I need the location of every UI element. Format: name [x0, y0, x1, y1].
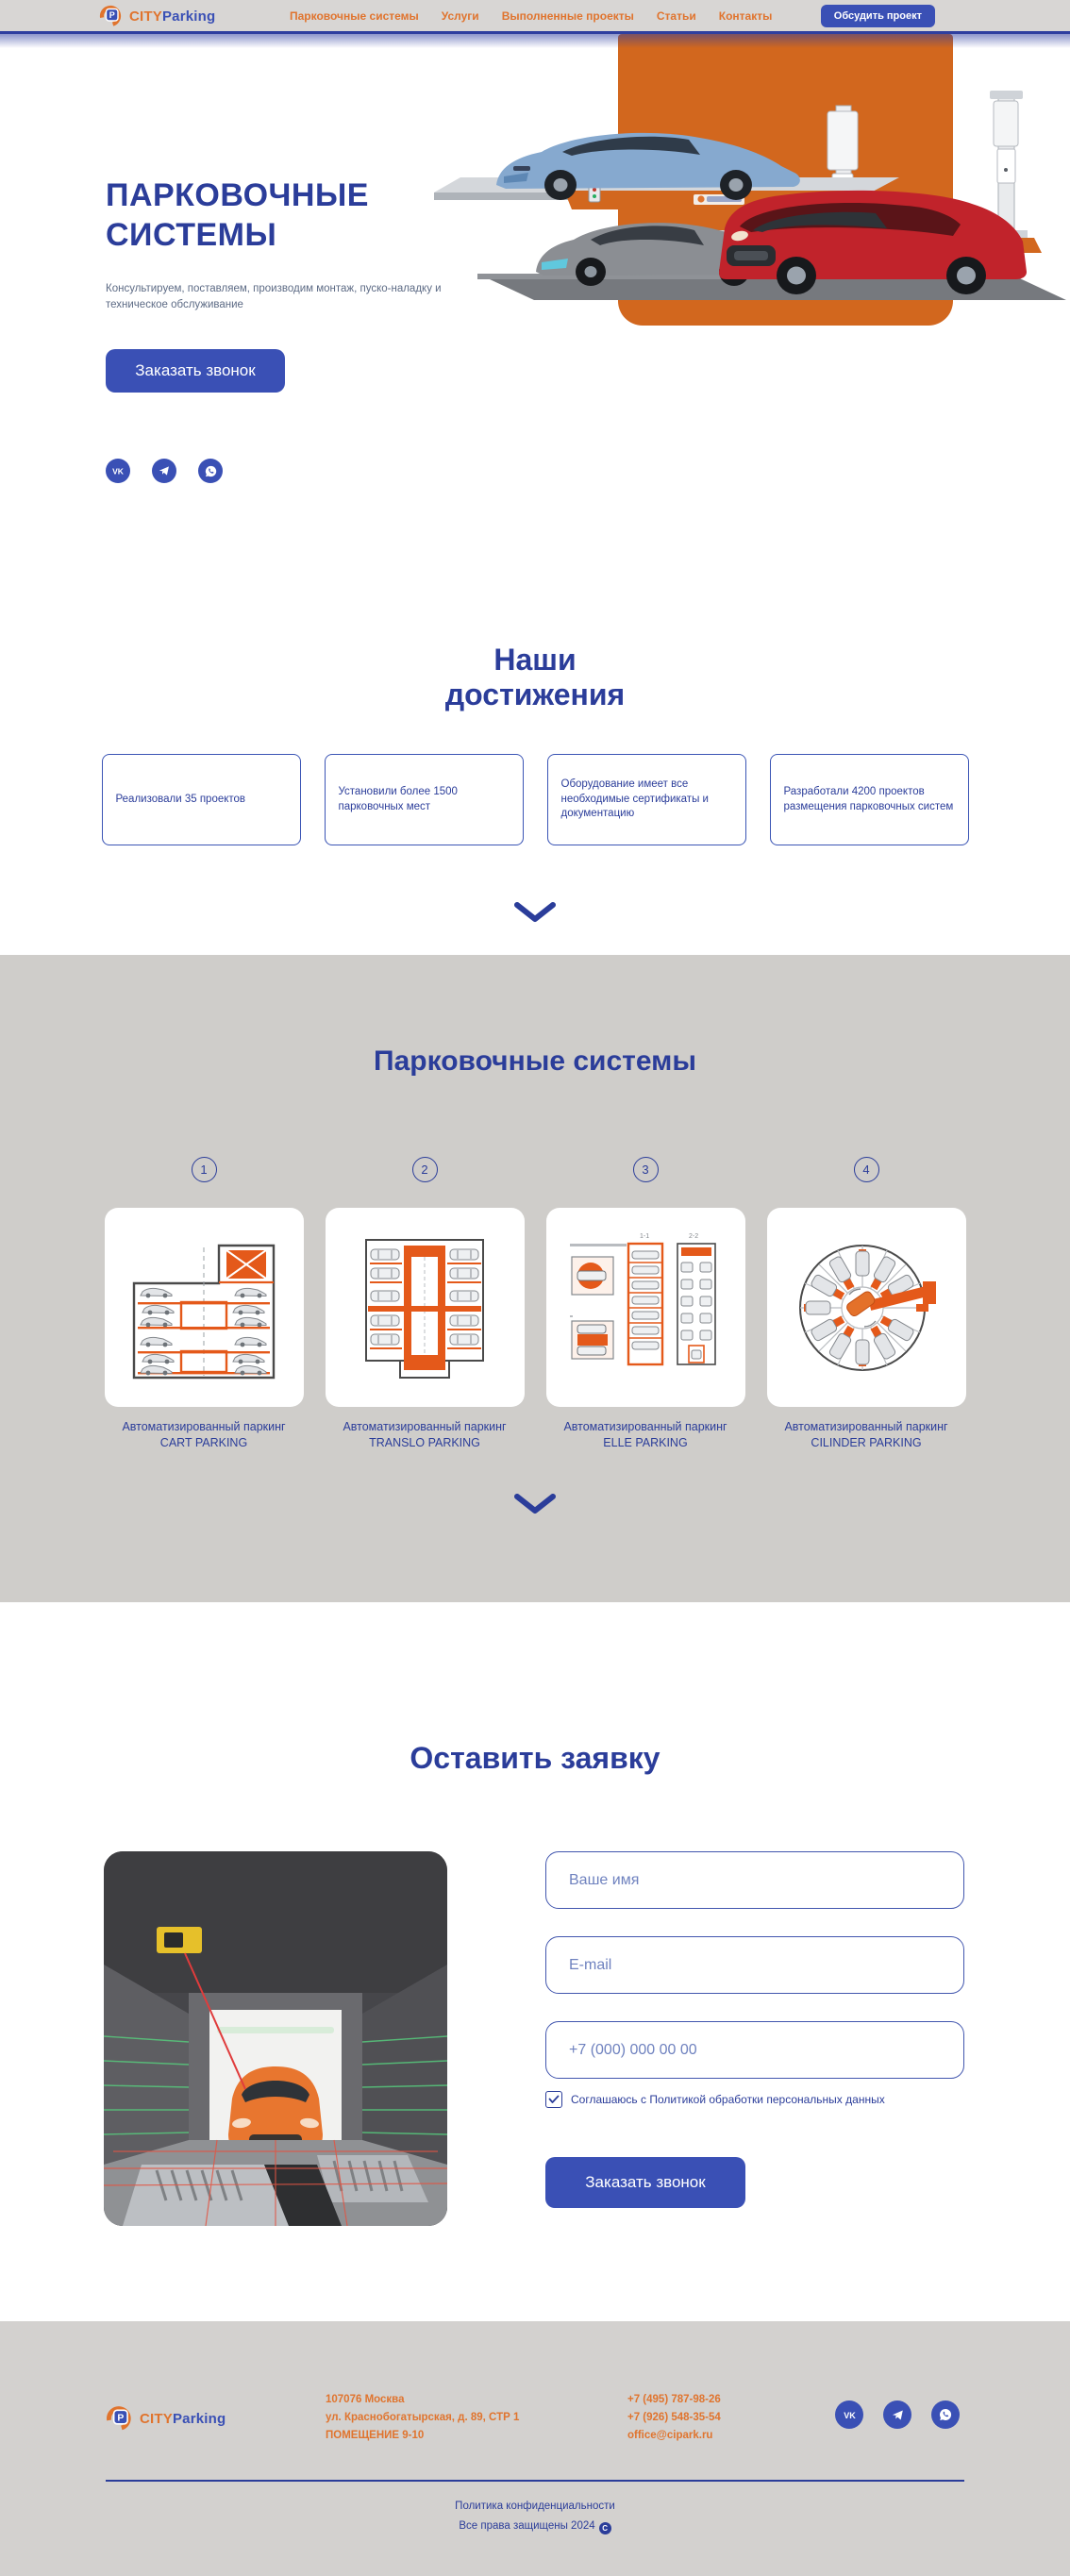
chevron-down-icon[interactable]	[514, 1494, 556, 1514]
check-icon	[548, 2095, 560, 2104]
footer	[0, 2321, 1070, 2576]
achievement-card: Разработали 4200 проектов размещения парковочных систем	[770, 754, 969, 845]
privacy-policy-link[interactable]: Политика конфиденциальности	[455, 2501, 615, 2512]
request-form	[545, 1851, 964, 2208]
cityparking-logo-icon	[99, 4, 124, 28]
systems-section	[0, 955, 1070, 1602]
main-nav	[290, 0, 772, 31]
logo[interactable]	[99, 4, 215, 28]
whatsapp-icon[interactable]	[198, 459, 223, 483]
system-caption: Автоматизированный паркинг TRANSLO PARKING	[343, 1420, 507, 1449]
header	[0, 0, 1070, 31]
cityparking-logo-icon	[106, 2404, 134, 2433]
achievements-cards	[0, 754, 1070, 845]
achievements-title: Наши достижения	[444, 643, 626, 711]
system-caption: Автоматизированный паркинг CILINDER PARKING	[784, 1420, 948, 1449]
footer-divider	[106, 2480, 964, 2482]
nav-articles[interactable]: Статьи	[656, 8, 696, 23]
svg-text:2-2: 2-2	[689, 1232, 699, 1240]
system-number-badge: 4	[854, 1157, 879, 1182]
name-input[interactable]	[545, 1851, 964, 1909]
logo-text: CITYParking	[140, 2410, 226, 2427]
red-car	[719, 191, 1027, 294]
footer-email[interactable]: office@cipark.ru	[627, 2430, 713, 2441]
telegram-icon[interactable]	[883, 2400, 911, 2429]
hero-socials	[106, 459, 223, 483]
svg-text:P: P	[109, 10, 115, 21]
telegram-icon[interactable]	[152, 459, 176, 483]
request-section	[0, 1602, 1070, 2321]
achievement-card: Установили более 1500 парковочных мест	[325, 754, 524, 845]
system-card-translo[interactable]	[326, 1208, 525, 1407]
hero-section	[0, 34, 1070, 609]
logo-text: CITYParking	[129, 8, 216, 25]
systems-numbers	[0, 1157, 1070, 1182]
nav-services[interactable]: Услуги	[441, 8, 479, 23]
chevron-down-icon[interactable]	[514, 902, 556, 923]
achievement-card: Реализовали 35 проектов	[102, 754, 301, 845]
footer-socials	[835, 2400, 960, 2429]
svg-text:VK: VK	[112, 466, 124, 477]
copyright-icon: C	[599, 2522, 611, 2534]
cart-parking-diagram	[121, 1225, 287, 1391]
system-caption: Автоматизированный паркинг CART PARKING	[122, 1420, 286, 1449]
nav-parking-systems[interactable]: Парковочные системы	[290, 8, 419, 23]
vk-icon[interactable]	[106, 459, 130, 483]
system-card-elle[interactable]	[546, 1208, 745, 1407]
achievement-card: Оборудование имеет все необходимые сертификаты и документацию	[547, 754, 746, 845]
request-title: Оставить заявку	[410, 1741, 660, 1775]
nav-contacts[interactable]: Контакты	[718, 8, 773, 23]
system-card-cart[interactable]	[105, 1208, 304, 1407]
footer-phone[interactable]: +7 (926) 548-35-54	[627, 2412, 721, 2423]
cilinder-parking-diagram	[783, 1225, 949, 1391]
parking-lift-image	[423, 79, 1066, 306]
achievements-section	[0, 609, 1070, 955]
translo-parking-diagram	[342, 1225, 508, 1391]
vk-icon[interactable]	[835, 2400, 863, 2429]
systems-title: Парковочные системы	[374, 1045, 696, 1077]
phone-input[interactable]	[545, 2021, 964, 2079]
elle-parking-diagram	[562, 1225, 728, 1391]
consent-label: Соглашаюсь с Политикой обработки персональных данных	[571, 2093, 885, 2106]
systems-captions	[0, 1419, 1070, 1451]
email-input[interactable]	[545, 1936, 964, 1994]
systems-cards	[0, 1208, 1070, 1407]
whatsapp-icon[interactable]	[931, 2400, 960, 2429]
hero-subtitle: Консультируем, поставляем, производим монтаж, пуско-наладку и техническое обслуживание	[106, 283, 442, 310]
svg-text:P: P	[117, 2413, 125, 2424]
system-caption: Автоматизированный паркинг ELLE PARKING	[563, 1420, 727, 1449]
discuss-project-button[interactable]: Обсудить проект	[821, 5, 935, 27]
rights-text: Все права защищены 2024 C	[459, 2520, 610, 2532]
nav-projects[interactable]: Выполненные проекты	[501, 8, 634, 23]
footer-logo[interactable]	[106, 2404, 226, 2433]
hero-title: ПАРКОВОЧНЫЕ СИСТЕМЫ	[106, 177, 369, 253]
footer-phone[interactable]: +7 (495) 787-98-26	[627, 2394, 721, 2405]
order-call-submit-button[interactable]: Заказать звонок	[545, 2157, 745, 2208]
footer-contacts	[627, 2391, 721, 2445]
system-card-cilinder[interactable]	[767, 1208, 966, 1407]
svg-text:1-1: 1-1	[640, 1232, 650, 1240]
svg-text:VK: VK	[843, 2410, 856, 2420]
system-number-badge: 1	[192, 1157, 217, 1182]
footer-address: 107076 Москва ул. Краснобогатырская, д. 89, СТР 1 ПОМЕЩЕНИЕ 9-10	[326, 2394, 520, 2441]
system-number-badge: 3	[633, 1157, 659, 1182]
consent-checkbox[interactable]	[545, 2091, 562, 2108]
garage-photo	[104, 1851, 447, 2226]
system-number-badge: 2	[412, 1157, 438, 1182]
order-call-button[interactable]: Заказать звонок	[106, 349, 285, 393]
